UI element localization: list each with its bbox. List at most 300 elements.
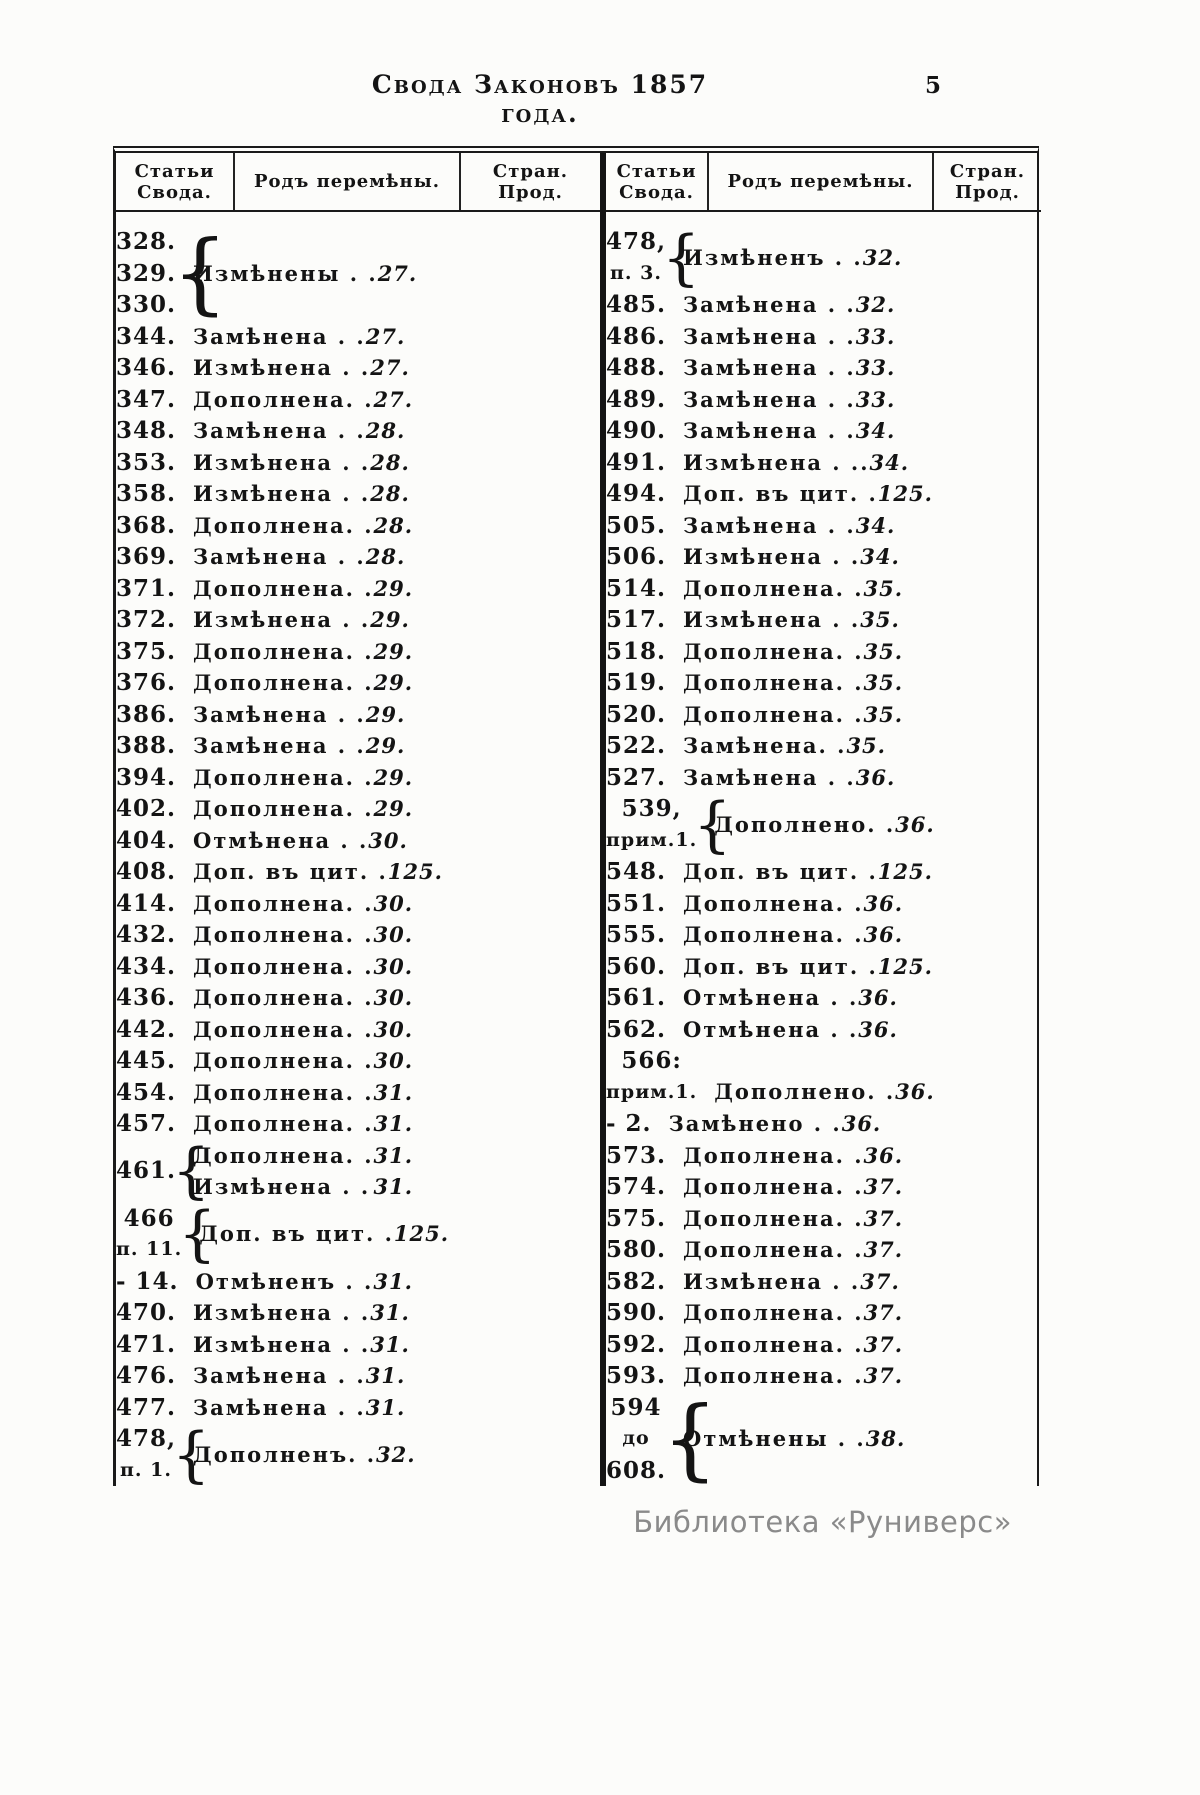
page-value: 31. <box>370 1300 410 1325</box>
article-number: 386. <box>116 700 177 728</box>
page-value: 30. <box>373 1016 414 1042</box>
table-row <box>606 1386 1041 1490</box>
article-cell <box>116 982 176 1014</box>
change-cell <box>176 447 370 479</box>
page-cell <box>864 888 904 920</box>
change-label: Дополнена. . <box>193 575 374 601</box>
article-number: 414. <box>116 889 177 917</box>
table-row <box>606 415 1041 447</box>
page-cell <box>368 825 408 857</box>
table-row <box>606 1171 1041 1203</box>
page-cell <box>895 793 935 856</box>
page-cell <box>856 352 896 384</box>
change-cell <box>666 573 864 605</box>
change-cell <box>666 415 856 447</box>
table-row <box>606 789 1041 860</box>
table-row <box>606 730 1041 762</box>
change-cell <box>697 1045 895 1108</box>
change-cell <box>176 352 370 384</box>
change-cell <box>666 352 856 384</box>
article-cell <box>116 541 176 573</box>
page-value: 32. <box>855 292 896 317</box>
article-cell <box>116 1014 176 1046</box>
article-cell <box>116 226 176 321</box>
page-cell <box>864 1171 904 1203</box>
change-label: Дополнена. . <box>193 1016 374 1042</box>
page-value: 29. <box>373 764 414 790</box>
article-cell <box>116 1392 176 1424</box>
table-row <box>606 762 1041 794</box>
article-cell <box>116 762 176 794</box>
table-row <box>116 730 600 762</box>
page-cell <box>870 447 910 479</box>
table-row <box>116 856 600 888</box>
table-row <box>116 762 600 794</box>
change-label: Доп. въ цит. . <box>683 859 878 884</box>
table-row <box>116 1136 600 1206</box>
article-number: 454. <box>116 1078 177 1106</box>
page-value: 29. <box>370 607 410 632</box>
table-row <box>116 1045 600 1077</box>
change-label: Измѣненъ . . <box>683 244 863 270</box>
table-row <box>606 1203 1041 1235</box>
change-cell <box>666 762 856 794</box>
table-row <box>116 793 600 825</box>
table-right-half <box>606 153 1041 1490</box>
page-value: 32. <box>862 244 903 270</box>
table-row <box>116 1419 600 1490</box>
table-row <box>116 1297 600 1329</box>
table-row <box>116 982 600 1014</box>
article-number: 592. <box>606 1330 667 1358</box>
change-label: Дополнена. . <box>193 386 374 412</box>
table-row <box>116 699 600 731</box>
page-cell <box>374 1077 414 1109</box>
page-value: 37. <box>863 1300 904 1325</box>
change-cell <box>666 636 864 668</box>
article-number: п. 3. <box>610 261 662 284</box>
article-number: 442. <box>116 1015 177 1043</box>
page-cell <box>864 1329 904 1361</box>
page-value: 27. <box>370 355 410 380</box>
table-row <box>116 1266 600 1298</box>
change-label: Дополнена. . <box>193 512 374 538</box>
column-header-change <box>709 153 934 210</box>
page-value: 36. <box>858 1016 898 1042</box>
change-cell <box>176 793 374 825</box>
article-cell <box>116 447 176 479</box>
table-row <box>606 573 1041 605</box>
change-cell <box>693 789 896 860</box>
change-label: Дополнена. . <box>193 953 374 979</box>
article-number: 506. <box>606 543 667 570</box>
page-cell <box>374 1045 414 1077</box>
page-value: 125. <box>877 859 933 884</box>
table-header-row <box>606 153 1041 212</box>
table-row <box>606 1140 1041 1172</box>
change-label: Замѣнена . . <box>683 512 856 538</box>
change-cell <box>176 762 374 794</box>
article-number: 548. <box>606 858 667 885</box>
page-cell <box>878 478 933 510</box>
table-row <box>606 951 1041 983</box>
column-header-articles <box>116 153 235 210</box>
change-cell <box>662 222 863 293</box>
article-number: 372. <box>116 606 177 633</box>
page-value: 28. <box>370 481 410 506</box>
article-number: - 14. <box>116 1267 179 1295</box>
change-label: Замѣнена . . <box>193 323 366 349</box>
change-label: Замѣнено . . <box>668 1111 842 1136</box>
change-cell <box>176 1014 374 1046</box>
change-cell <box>176 825 368 857</box>
page-cell <box>856 762 896 794</box>
page-value: 36. <box>855 764 896 790</box>
article-cell <box>606 510 666 542</box>
change-label: Дополнена. . <box>683 1142 864 1168</box>
page-cell <box>374 762 414 794</box>
article-cell <box>606 1171 666 1203</box>
article-cell <box>606 478 666 510</box>
change-cell <box>176 1108 374 1140</box>
change-cell <box>666 1297 864 1329</box>
table-row <box>606 919 1041 951</box>
article-number: 489. <box>606 385 667 413</box>
change-label: Измѣнена . . <box>193 481 371 506</box>
change-cell <box>666 541 860 573</box>
article-cell <box>606 1140 666 1172</box>
article-number: 560. <box>606 952 667 980</box>
article-cell <box>116 730 176 762</box>
article-cell <box>116 1077 176 1109</box>
change-label: Замѣнена . . <box>683 418 856 443</box>
amendments-table <box>113 146 1039 1490</box>
page-cell <box>370 352 410 384</box>
change-cell <box>666 478 878 510</box>
article-number: 348. <box>116 417 177 444</box>
brace-icon: { <box>172 1419 211 1490</box>
page-cell <box>864 636 904 668</box>
column-header-articles-line2: Свода. <box>619 181 694 203</box>
page-value: 29. <box>365 701 406 727</box>
column-header-articles-line2: Свода. <box>137 181 212 203</box>
change-cell <box>666 1171 864 1203</box>
page-cell <box>374 888 414 920</box>
table-row <box>606 1108 1041 1140</box>
article-number: п. 11. <box>116 1238 183 1260</box>
table-body-left <box>116 212 600 1490</box>
change-cell <box>172 221 378 325</box>
page-value: 34. <box>869 449 910 475</box>
page-value: 37. <box>863 1237 904 1262</box>
article-cell <box>116 825 176 857</box>
table-row <box>606 1045 1041 1108</box>
change-cell <box>179 1266 374 1298</box>
article-number: 573. <box>606 1141 667 1169</box>
table-row <box>116 1077 600 1109</box>
table-row <box>116 1360 600 1392</box>
article-number: 574. <box>606 1173 667 1200</box>
table-row <box>116 1199 600 1269</box>
article-cell <box>606 384 666 416</box>
table-row <box>606 212 1041 293</box>
article-number: 353. <box>116 448 177 476</box>
article-number: 404. <box>116 826 177 854</box>
change-cell <box>176 730 366 762</box>
page-cell <box>374 667 414 699</box>
page-value: 30. <box>368 827 408 853</box>
page-cell <box>864 1297 904 1329</box>
page-value: 28. <box>370 449 410 475</box>
article-cell <box>116 573 176 605</box>
article-cell <box>606 636 666 668</box>
change-label: Дополнена. . <box>683 1300 864 1325</box>
article-number: до <box>622 1427 650 1449</box>
article-number: 470. <box>116 1299 177 1326</box>
page-value: 31. <box>373 1079 414 1105</box>
brace-icon: { <box>172 1136 211 1206</box>
change-cell <box>176 541 366 573</box>
page-cell <box>895 1045 935 1108</box>
article-cell <box>606 982 666 1014</box>
change-cell <box>652 1108 842 1140</box>
table-row <box>606 352 1041 384</box>
page-cell <box>878 856 933 888</box>
page-value: 32. <box>376 1441 416 1467</box>
page-cell <box>860 604 900 636</box>
table-row <box>116 888 600 920</box>
change-label: Измѣнены . . <box>193 260 378 286</box>
table-row <box>116 541 600 573</box>
table-row <box>606 289 1041 321</box>
page-value: 125. <box>387 859 443 884</box>
change-cell <box>176 321 366 353</box>
page-value: 35. <box>863 575 904 601</box>
article-number: 329. <box>116 259 177 287</box>
page-value: 36. <box>863 890 904 916</box>
table-row <box>116 604 600 636</box>
table-left-half <box>116 153 606 1490</box>
article-number: 494. <box>606 480 667 507</box>
article-number: 488. <box>606 354 667 381</box>
article-cell <box>606 1108 652 1140</box>
article-number: 375. <box>116 637 177 665</box>
page-cell <box>394 1203 449 1266</box>
column-header-page <box>934 153 1041 210</box>
page-value: 34. <box>855 418 896 443</box>
article-number: 555. <box>606 921 667 948</box>
article-cell <box>116 1203 182 1266</box>
page-value: 125. <box>877 481 933 506</box>
article-number: 408. <box>116 858 177 885</box>
page-cell <box>373 1266 413 1298</box>
page-cell <box>374 1140 414 1203</box>
article-cell <box>116 352 176 384</box>
page-cell <box>388 856 443 888</box>
change-label: Дополнена. . <box>683 922 864 947</box>
page-cell <box>860 541 900 573</box>
change-cell <box>662 1386 866 1490</box>
change-label: Измѣнена . . <box>193 1300 371 1325</box>
change-label: Дополненъ. . <box>193 1441 377 1467</box>
article-number: 478, <box>116 1425 177 1452</box>
change-label: Дополнена. . <box>193 985 374 1010</box>
change-cell <box>666 667 864 699</box>
change-label: Дополнена. . <box>193 638 374 664</box>
change-cell <box>666 699 864 731</box>
change-label: Отмѣнена . . <box>683 985 859 1010</box>
table-row <box>116 1014 600 1046</box>
page-cell <box>878 951 933 983</box>
page-value: 125. <box>877 953 933 979</box>
page-value: 37. <box>863 1174 904 1199</box>
article-cell <box>116 1266 179 1298</box>
change-cell <box>176 951 374 983</box>
page-cell <box>866 1392 906 1487</box>
change-label: Дополнено. . <box>714 811 896 837</box>
article-number: 520. <box>606 700 667 728</box>
change-cell <box>176 1077 374 1109</box>
article-cell <box>606 699 666 731</box>
page-value: 31. <box>370 1331 410 1357</box>
table-row <box>606 321 1041 353</box>
article-cell <box>116 1140 176 1203</box>
table-row <box>606 982 1041 1014</box>
change-label: Дополнена. . <box>683 701 864 727</box>
article-cell <box>116 1297 176 1329</box>
column-header-articles-line1: Статьи <box>134 160 215 182</box>
article-number: 388. <box>116 732 177 759</box>
change-cell <box>176 699 366 731</box>
page-cell <box>864 573 904 605</box>
table-body-right <box>606 212 1041 1490</box>
column-header-change-label: Родъ перемѣны. <box>253 171 441 192</box>
change-label: Замѣнена . . <box>683 386 856 412</box>
change-cell <box>666 730 846 762</box>
change-cell <box>666 951 878 983</box>
page-cell <box>370 604 410 636</box>
article-number: 562. <box>606 1015 667 1043</box>
table-row <box>116 951 600 983</box>
page-value: 30. <box>373 1048 414 1073</box>
article-number: 445. <box>116 1047 177 1074</box>
change-cell <box>666 604 860 636</box>
page-cell <box>370 1329 410 1361</box>
change-cell <box>176 510 374 542</box>
page-number: 5 <box>924 72 941 99</box>
brace-icon: { <box>662 222 701 293</box>
change-label: Дополнена. . <box>683 1174 864 1199</box>
page-value: 34. <box>855 512 896 538</box>
article-cell <box>606 352 666 384</box>
change-label: Замѣнена. . <box>683 733 847 758</box>
change-label: Дополнена. . <box>193 1048 374 1073</box>
article-number: 369. <box>116 543 177 570</box>
change-label: Дополнена. . <box>683 638 864 664</box>
change-cell <box>176 1392 366 1424</box>
article-number: 461. <box>116 1157 177 1185</box>
article-cell <box>116 478 176 510</box>
page-value: 30. <box>373 890 414 916</box>
page-value: 36. <box>895 1078 935 1104</box>
change-label: Измѣнена . . <box>193 1331 371 1357</box>
page-value: 35. <box>863 638 904 664</box>
article-number: 432. <box>116 921 177 948</box>
page-value: 125. <box>393 1221 450 1247</box>
column-header-change-label: Родъ перемѣны. <box>727 171 914 192</box>
change-cell <box>666 1234 864 1266</box>
change-label: Замѣнена . . <box>193 418 366 443</box>
change-cell <box>176 573 374 605</box>
table-row <box>606 699 1041 731</box>
page-value: 36. <box>863 1142 904 1168</box>
change-label: Дополнена. . <box>683 890 864 916</box>
article-number: 476. <box>116 1362 177 1389</box>
change-label: Измѣнена . .. <box>683 449 870 475</box>
page-value: 34. <box>860 544 900 569</box>
change-cell <box>666 888 864 920</box>
table-row <box>116 1329 600 1361</box>
page-value: 30. <box>373 985 414 1010</box>
table-row <box>116 510 600 542</box>
article-cell <box>116 604 176 636</box>
article-number: 457. <box>116 1110 177 1137</box>
article-number: - 2. <box>606 1110 652 1137</box>
article-number: 514. <box>606 574 667 602</box>
article-cell <box>606 1014 666 1046</box>
change-label: Отмѣнена . . <box>683 1016 859 1042</box>
change-label: Доп. въ цит. . <box>683 481 878 506</box>
change-cell <box>176 604 370 636</box>
page-cell <box>366 699 406 731</box>
article-cell <box>606 604 666 636</box>
table-row <box>116 415 600 447</box>
change-label: Дополнена. . <box>193 1142 374 1168</box>
page-value: 35. <box>863 670 904 695</box>
change-cell <box>176 888 374 920</box>
page-cell <box>374 573 414 605</box>
article-number: 593. <box>606 1362 667 1389</box>
change-label: Дополнена. . <box>683 1363 864 1388</box>
page-cell <box>846 730 886 762</box>
column-header-articles <box>606 153 709 210</box>
change-label: Замѣнена . . <box>683 764 856 790</box>
article-cell <box>116 888 176 920</box>
page-value: 28. <box>373 512 414 538</box>
change-label: Дополнена. . <box>193 670 374 695</box>
page-cell <box>860 1266 900 1298</box>
change-label: Дополнена. . <box>193 890 374 916</box>
change-label: Измѣнена . . <box>683 607 861 632</box>
page-value: 33. <box>855 323 896 349</box>
page-value: 36. <box>863 922 904 947</box>
page-cell <box>856 415 896 447</box>
page-cell <box>374 1108 414 1140</box>
table-row <box>116 636 600 668</box>
change-cell <box>666 289 856 321</box>
article-number: 517. <box>606 606 667 633</box>
change-label: Замѣнена . . <box>683 355 856 380</box>
page-value: 27. <box>377 260 418 286</box>
article-number: 490. <box>606 417 667 444</box>
change-cell <box>666 919 864 951</box>
article-number: п. 1. <box>120 1458 172 1481</box>
page-value: 31. <box>373 1174 414 1199</box>
article-number: 519. <box>606 669 667 696</box>
change-cell <box>666 1140 864 1172</box>
page-cell <box>856 384 896 416</box>
page-value: 33. <box>855 386 896 412</box>
